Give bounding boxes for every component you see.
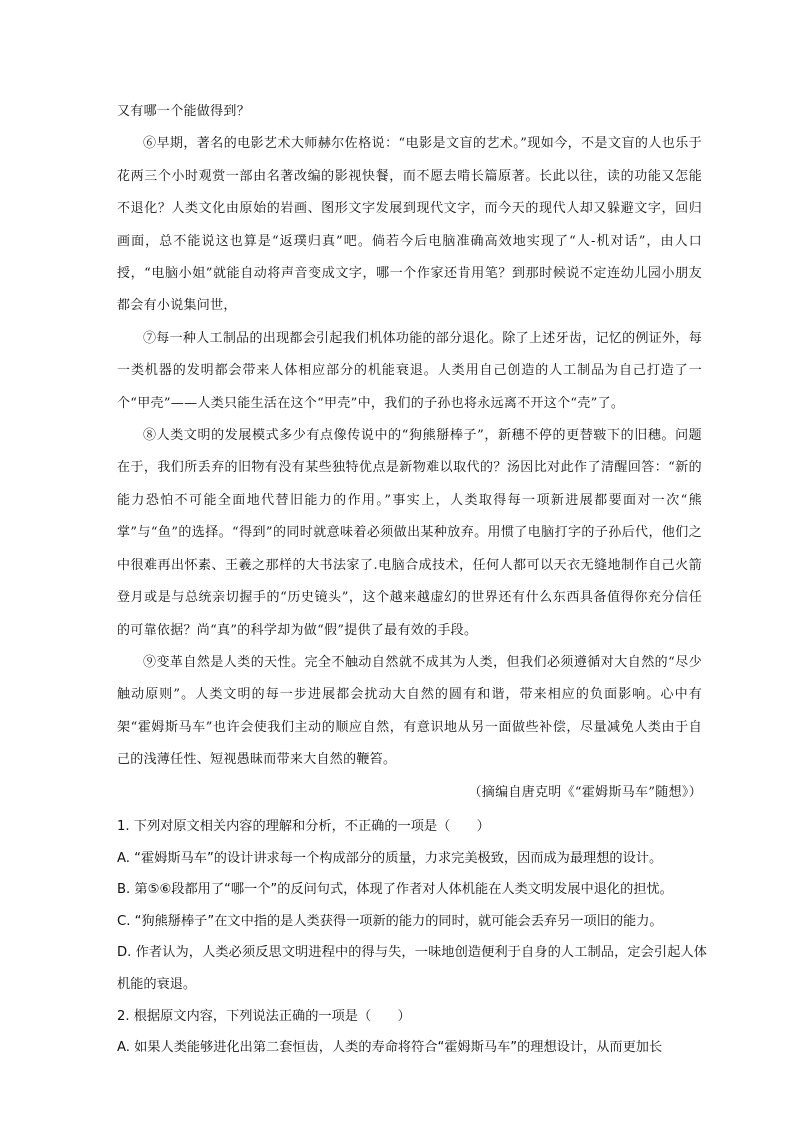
paragraph-9: ⑨变革自然是人类的天性。完全不触动自然就不成其为人类，但我们必须遵循对大自然的“尽少触动原则”。人类文明的每一步进展都会扰动大自然的圆有和谐，带来相应的负面影响。心中有架“霍姆斯马车”也许会使我们主动的顺应自然，有意识地从另一面做些补偿，尽量减免人类由于自己的浅薄任性、短视愚昧而带来大自然的鞭笞。 (117, 654, 702, 768)
source-citation: （摘编自唐克明《“霍姆斯马车”随想》） (468, 784, 702, 800)
question-2-stem: 2. 根据原文内容，下列说法正确的一项是（ ） (117, 1008, 411, 1024)
paragraph-continuation: 又有哪一个能做得到？ (117, 104, 251, 119)
question-1-stem: 1. 下列对原文相关内容的理解和分析，不正确的一项是（ ） (117, 819, 490, 834)
paragraph-8: ⑧人类文明的发展模式多少有点像传说中的“狗熊掰棒子”，新穗不停的更替皲下的旧穗。问题在于，我们所丢弃的旧物有没有某些独特优点是新物难以取代的？汤因比对此作了清醒回答：“新的能力恐怕不可能全面地代替旧能力的作用。”事实上，人类取得每一项新进展都要面对一次“熊掌”与“鱼”的选择。“得到”的同时就意味着必须做出某种放弃。用惯了电脑打字的子孙后代，他们之中很难再出怀素、王羲之那样的大书法家了.电脑合成技术，任何人都可以天衣无缝地制作自己火箭登月或是与总统亲切握手的“历史镜头”，这个越来越虚幻的世界还有什么东西具备值得你充分信任的可靠依据？尚“真”的科学却为做“假”提供了最有效的手段。 (117, 428, 702, 638)
paragraph-6: ⑥早期，著名的电影艺术大师赫尔佐格说：“电影是文盲的艺术。”现如今，不是文盲的人也乐于花两三个小时观赏一部由名著改编的影视快餐，而不愿去啃长篇原著。长此以往，读的功能又怎能不退化？人类文化由原始的岩画、图形文字发展到现代文字，而今天的现代人却又躲避文字，回归画面，总不能说这也算是“返璞归真”吧。倘若今后电脑准确高效地实现了“人-机对话”，由人口授，“电脑小姐”就能自动将声音变成文字，哪一个作家还肯用笔？到那时候说不定连幼儿园小朋友都会有小说集问世， (117, 136, 702, 314)
question-1-option-b: B. 第⑤⑥段都用了“哪一个”的反问句式，体现了作者对人体机能在人类文明发展中退化的担忧。 (117, 882, 673, 898)
paragraph-7: ⑦每一种人工制品的出现都会引起我们机体功能的部分退化。除了上述牙齿，记忆的例证外，每一类机器的发明都会带来人体相应部分的机能衰退。人类用自己创造的人工制品为自己打造了一个“甲壳”——人类只能生活在这个“甲壳”中，我们的子孙也将永远离不开这个“壳”了。 (117, 330, 702, 411)
question-section (117, 811, 707, 1064)
question-1-option-a: A. “霍姆斯马车”的设计讲求每一个构成部分的质量，力求完美极致，因而成为最理想的设计。 (117, 850, 663, 866)
question-1-option-c: C. “狗熊掰棒子”在文中指的是人类获得一项新的能力的同时，就可能会丢弃另一项旧的能力。 (117, 913, 663, 929)
question-2-option-a: A. 如果人类能够进化出第二套恒齿，人类的寿命将符合“霍姆斯马车”的理想设计，从而更加长 (117, 1040, 663, 1056)
question-1-option-d: D. 作者认为，人类必须反思文明进程中的得与失，一味地创造便利于自身的人工制品，定会引起人体机能的衰退。 (117, 945, 707, 992)
passage-body (117, 96, 702, 809)
